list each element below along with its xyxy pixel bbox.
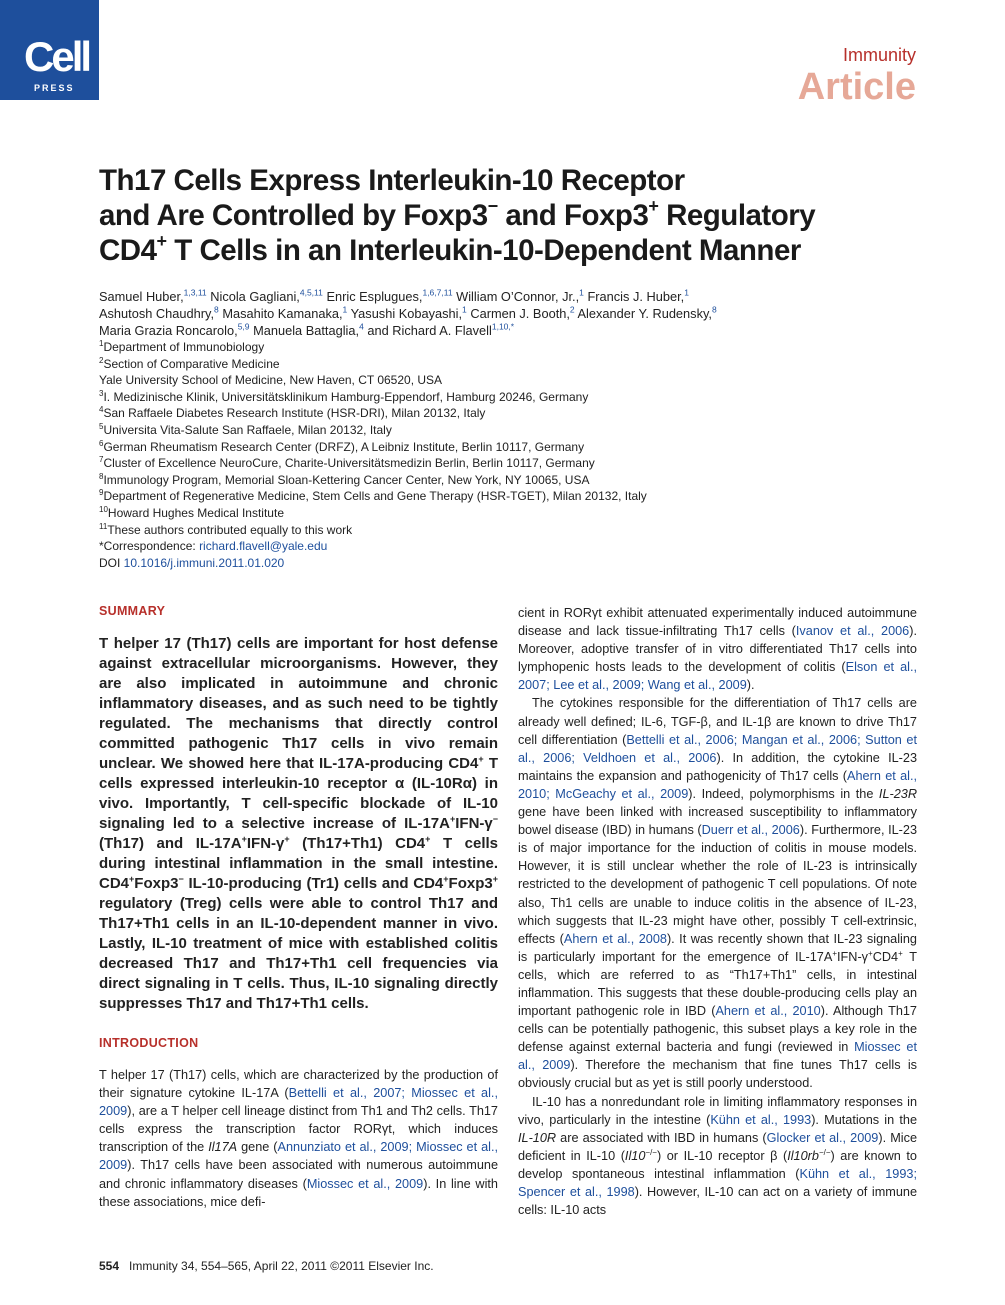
affiliation-item: $^2$Section of Comparative Medicine	[99, 355, 280, 371]
author: Yasushi Kobayashi,	[350, 306, 463, 321]
title-sup-plus-2: +	[156, 231, 167, 252]
citation-link[interactable]: Miossec et al., 2009	[306, 1176, 424, 1191]
author: Masahito Kamanaka,	[222, 306, 343, 321]
author-affiliation-marker[interactable]: 4	[359, 321, 364, 332]
author-affiliation-marker[interactable]: 8	[214, 304, 219, 315]
title-line-1: Th17 Cells Express Interleukin-10 Receptor	[99, 164, 685, 197]
article-title	[99, 163, 919, 268]
citation-link[interactable]: Bettelli et al., 2007; Miossec et al., 2009	[99, 1086, 498, 1119]
logo-press: PRESS	[34, 83, 75, 93]
title-line-3a: CD4	[99, 234, 157, 267]
author-affiliation-marker[interactable]: 2	[569, 304, 575, 315]
author-affiliation-marker[interactable]: 5,9	[237, 321, 250, 332]
citation-link[interactable]: Ahern et al., 2010	[715, 1004, 821, 1019]
citation-link[interactable]: Bettelli et al., 2006; Mangan et al., 2006; Sutton et al., 2006; Veldhoen et al., 2006	[518, 732, 917, 765]
affiliation-item: $^4$San Raffaele Diabetes Research Institute (HSR-DRI), Milan 20132, Italy	[99, 405, 486, 421]
author: Carmen J. Booth,	[470, 306, 570, 321]
author-affiliation-marker[interactable]: 1,10,*	[491, 321, 515, 332]
author-affiliation-marker[interactable]: 1	[684, 287, 689, 298]
citation-link[interactable]: Kühn et al., 1993; Spencer et al., 1998	[518, 1166, 917, 1199]
author-affiliation-marker[interactable]: 1	[579, 287, 584, 298]
affiliation-item: $^8$Immunology Program, Memorial Sloan-Kettering Cancer Center, New York, NY 10065, USA	[99, 471, 590, 487]
left-column	[99, 604, 498, 1211]
page-number: 554	[99, 1259, 120, 1273]
footer-citation: Immunity 34, 554–565, April 22, 2011 ©2011 Elsevier Inc.	[129, 1259, 434, 1273]
citation-link[interactable]: Glocker et al., 2009	[766, 1130, 879, 1145]
author-affiliation-marker[interactable]: 4,5,11	[299, 287, 323, 298]
affiliation-item: $^{10}$Howard Hughes Medical Institute	[99, 504, 284, 520]
author-affiliation-marker[interactable]: 1	[462, 304, 467, 315]
title-sup-plus: +	[648, 196, 659, 217]
affiliation-item: Yale University School of Medicine, New Haven, CT 06520, USA	[99, 373, 443, 388]
summary-text: T helper 17 (Th17) cells are important for host defense against extracellular microorganisms. However, they are also implicated in autoimmune and chronic inflammatory diseases, and as such need to be tightly regulated. The mechanisms that directly control committed pathogenic Th17 cells in vivo remain unclear. We showed here that IL-17A-producing CD4+ T cells expressed interleukin-10 receptor α (IL-10Rα) in vivo. Importantly, T cell-specific blockade of IL-10 signaling led to a selective increase of IL-17A+IFN-γ− (Th17) and IL-17A+IFN-γ+ (Th17+Th1) CD4+ T cells during intestinal inflammation in the small intestine. CD4+Foxp3− IL-10-producing (Tr1) cells and CD4+Foxp3+ regulatory (Treg) cells were able to control Th17 and Th17+Th1 cells in an IL-10-dependent manner in vivo. Lastly, IL-10 treatment of mice with established colitis decreased Th17 and Th17+Th1 cell frequencies via direct signaling in T cells. Thus, IL-10 signaling directly suppresses Th17 and Th17+Th1 cells.	[99, 635, 498, 1012]
citation-link[interactable]: Miossec et al., 2009	[518, 1040, 917, 1073]
page-footer	[99, 1259, 434, 1273]
citation-link[interactable]: Elson et al., 2007; Lee et al., 2009; Wang et al., 2009	[518, 660, 917, 693]
correspondence: *Correspondence: richard.flavell@yale.edu	[99, 539, 328, 554]
author: Manuela Battaglia,	[253, 323, 360, 338]
affiliations	[99, 339, 919, 571]
author: Enric Esplugues,	[326, 289, 423, 304]
author: Ashutosh Chaudhry,	[99, 306, 215, 321]
title-line-2a: and Are Controlled by Foxp3	[99, 199, 488, 232]
doi-link[interactable]: 10.1016/j.immuni.2011.01.020	[123, 555, 285, 570]
citation-link[interactable]: Ahern et al., 2010; McGeachy et al., 2009	[518, 768, 917, 801]
correspondence-email[interactable]: richard.flavell@yale.edu	[199, 539, 328, 554]
body-paragraph-2: The cytokines responsible for the differentiation of Th17 cells are already well defined; IL-6, TGF-β, and IL-1β are known to drive Th17 cell differentiation (Bettelli et al., 2006; Mangan et al., 2006; Sutton et al., 2006; Veldhoen et al., 2006). In addition, the cytokine IL-23 maintains the expansion and pathogenicity of Th17 cells (Ahern et al., 2010; McGeachy et al., 2009). Indeed, polymorphisms in the IL-23R gene have been linked with increased susceptibility to inflammatory bowel disease (IBD) in humans (Duerr et al., 2006). Furthermore, IL-23 is of major importance for the induction of colitis in mouse models. However, it is still unclear whether the role of IL-23 is intrinsically restricted to the development of pathogenic T cell populations. Of note also, Th1 cells are unable to induce colitis in the absence of IL-23, which suggests that IL-23 might have other, possibly T cell-extrinsic, effects (Ahern et al., 2008). It was recently shown that IL-23 signaling is particularly important for the emergence of IL-17A+IFN-γ+CD4+ T cells, which are referred to as “Th17+Th1” cells, in intestinal inflammation. This suggests that these double-producing cells play an important pathogenic role in IBD (Ahern et al., 2010). Although Th17 cells can be potentially pathogenic, this subset plays a key role in the defense against external bacteria and fungi (reviewed in Miossec et al., 2009). Therefore the mechanism that fine tunes Th17 cells is obviously crucial but as yet is still poorly understood.	[518, 696, 918, 1091]
introduction-heading: INTRODUCTION	[99, 1036, 199, 1050]
title-line-2c: Regulatory	[658, 199, 816, 232]
introduction-paragraph: T helper 17 (Th17) cells, which are characterized by the production of their signature cytokine IL-17A (Bettelli et al., 2007; Miossec et al., 2009), are a T helper cell lineage distinct from Th1 and Th2 cells. Th17 cells express the transcription factor RORγt, which induces transcription of the Il17A gene (Annunziato et al., 2009; Miossec et al., 2009). Th17 cells have been associated with numerous autoimmune and chronic inflammatory diseases (Miossec et al., 2009). In line with these associations, mice defi-	[99, 1068, 499, 1209]
affiliation-item: $^7$Cluster of Excellence NeuroCure, Charite-Universitätsmedizin Berlin, Berlin 10117, Germany	[99, 455, 595, 471]
author-affiliation-marker[interactable]: 1	[342, 304, 348, 315]
doi: DOI 10.1016/j.immuni.2011.01.020	[99, 555, 285, 570]
title-line-2b: and Foxp3	[497, 199, 649, 232]
author-list	[99, 288, 919, 339]
logo-brand: Cell	[24, 33, 90, 80]
author: William O’Connor, Jr.,	[456, 289, 580, 304]
author: Francis J. Huber,	[587, 289, 685, 304]
cell-press-logo	[0, 0, 99, 100]
body-paragraph-1: cient in RORγt exhibit attenuated experimentally induced autoimmune disease and lack tissue-infiltrating Th17 cells (Ivanov et al., 2006). Moreover, adoptive transfer of in vitro differentiated Th17 cells into lymphopenic hosts leads to the development of colitis (Elson et al., 2007; Lee et al., 2009; Wang et al., 2009).	[518, 606, 917, 693]
author-affiliation-marker[interactable]: 1,3,11	[183, 287, 207, 298]
title-line-3b: T Cells in an Interleukin-10-Dependent Manner	[166, 234, 801, 267]
affiliation-item: $^5$Universita Vita-Salute San Raffaele, Milan 20132, Italy	[99, 421, 392, 437]
citation-link[interactable]: Annunziato et al., 2009; Miossec et al., 2009	[99, 1140, 499, 1173]
right-column	[518, 604, 917, 1219]
author: Samuel Huber,	[99, 289, 184, 304]
author: Nicola Gagliani,	[210, 289, 300, 304]
citation-link[interactable]: Duerr et al., 2006	[701, 823, 800, 838]
article-type: Article	[797, 66, 916, 108]
author: Maria Grazia Roncarolo,	[99, 323, 238, 338]
author: and Richard A. Flavell	[367, 323, 492, 338]
affiliation-list	[99, 339, 919, 538]
affiliation-item: $^3$I. Medizinische Klinik, Universitätsklinikum Hamburg-Eppendorf, Hamburg 20246, Germany	[99, 388, 589, 404]
affiliation-item: $^6$German Rheumatism Research Center (DRFZ), A Leibniz Institute, Berlin 10117, Germany	[99, 438, 585, 454]
citation-link[interactable]: Ahern et al., 2008	[563, 931, 667, 946]
citation-link[interactable]: Kühn et al., 1993	[710, 1112, 812, 1127]
affiliation-item: $^9$Department of Regenerative Medicine, Stem Cells and Gene Therapy (HSR-TGET), Milan 20132, Italy	[99, 488, 647, 504]
citation-link[interactable]: Ivanov et al., 2006	[795, 624, 910, 639]
affiliation-item: $^{11}$These authors contributed equally to this work	[99, 521, 353, 537]
body-paragraph-3: IL-10 has a nonredundant role in limiting inflammatory responses in vivo, particularly in the intestine (Kühn et al., 1993). Mutations in the IL-10R are associated with IBD in humans (Glocker et al., 2009). Mice deficient in IL-10 (Il10−/−) or IL-10 receptor β (Il10rb−/−) are known to develop spontaneous intestinal inflammation (Kühn et al., 1993; Spencer et al., 1998). However, IL-10 can act on a variety of immune cells: IL-10 acts	[518, 1094, 918, 1218]
title-sup-minus: −	[487, 196, 498, 217]
affiliation-item: $^1$Department of Immunobiology	[99, 339, 265, 354]
author-affiliation-marker[interactable]: 1,6,7,11	[422, 287, 453, 298]
journal-name: Immunity	[842, 45, 916, 65]
summary-heading: SUMMARY	[99, 604, 166, 618]
author: Alexander Y. Rudensky,	[577, 306, 712, 321]
author-affiliation-marker[interactable]: 8	[711, 304, 717, 315]
